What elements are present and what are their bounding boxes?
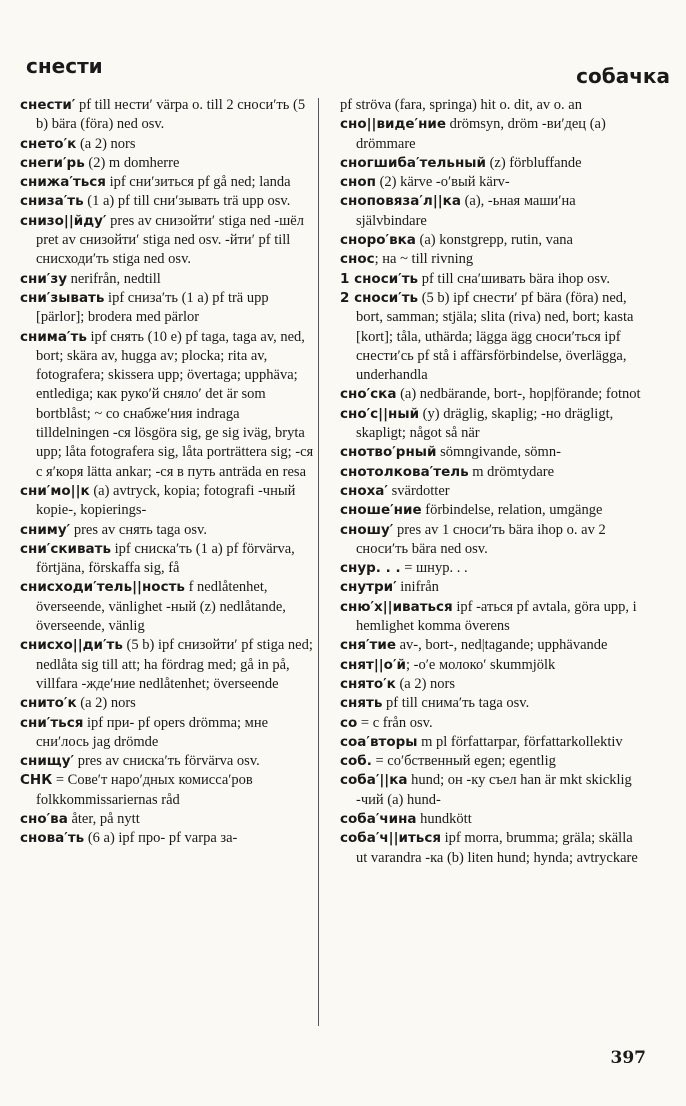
dictionary-entry xyxy=(340,250,644,269)
entry-definition: åter, på nytt xyxy=(67,810,140,827)
dictionary-entry xyxy=(340,501,644,520)
entry-definition: (a 2) nors xyxy=(76,695,136,712)
dictionary-entry xyxy=(340,714,644,733)
entry-definition: ipf morra, brumma; gräla; skälla ut varandra -ка (b) liten hund; hynda; avtryckare xyxy=(356,830,638,866)
entry-headword: 1 сноси′ть xyxy=(340,270,419,287)
dictionary-entry xyxy=(340,675,644,694)
entry-definition: pf ströva (fara, springa) hit o. dit, av o. an xyxy=(340,97,582,113)
entry-headword: снищу′ xyxy=(20,753,75,770)
entry-headword: сноповяза′л||ка xyxy=(340,193,461,210)
dictionary-entry xyxy=(20,636,316,694)
entry-headword: снести′ xyxy=(20,97,76,113)
entry-headword: снято′к xyxy=(340,675,396,692)
entry-definition: = Сове′т наро′дных комисса′ров folkkommissariernas råd xyxy=(36,772,253,808)
entry-definition: (a) nedbärande, bort-, hop|förande; fotnot xyxy=(396,386,641,403)
entry-definition: hund; он -ку съел han är mkt skicklig -чий (a) hund- xyxy=(356,772,632,808)
dictionary-entry xyxy=(20,173,316,192)
page-number: 397 xyxy=(610,1048,646,1068)
entry-definition: pres av снять taga osv. xyxy=(70,521,207,538)
dictionary-entry xyxy=(340,733,644,752)
column-divider xyxy=(318,98,319,1026)
dictionary-entry xyxy=(340,443,644,462)
entry-headword: сно′ска xyxy=(340,386,397,403)
entry-definition: m drömtydare xyxy=(468,463,555,480)
entry-definition: (6 a) ipf про- pf varpa за- xyxy=(84,830,238,847)
entry-headword: сноха′ xyxy=(340,482,388,499)
dictionary-entry xyxy=(340,231,644,250)
dictionary-entry xyxy=(340,173,644,192)
right-column xyxy=(340,96,644,868)
entry-headword: сню′х||иваться xyxy=(340,598,453,615)
entry-definition: drömsyn, dröm -ви′дец (a) drömmare xyxy=(356,116,606,152)
entry-headword: соб. xyxy=(340,753,372,770)
dictionary-entry xyxy=(340,578,644,597)
entry-definition: svärdotter xyxy=(387,482,450,499)
entry-definition: pf till снима′ть taga osv. xyxy=(382,695,530,712)
entry-definition: av-, bort-, ned|tagande; upphävande xyxy=(396,637,608,654)
entry-headword: сни′зу xyxy=(20,270,67,287)
entry-headword: снят||о′й xyxy=(340,656,406,673)
entry-definition: m pl författarpar, författarkollektiv xyxy=(417,733,623,750)
running-head-left: снести xyxy=(26,54,103,78)
entry-definition: pres av 1 сноси′ть bära ihop o. av 2 сноси′ть bära ned osv. xyxy=(356,521,606,557)
entry-headword: сноп xyxy=(340,174,376,191)
entry-definition: f nedlåtenhet, överseende, vänlighet -ный (z) nedlåtande, överseende, vänlig xyxy=(36,579,286,635)
dictionary-entry xyxy=(20,771,316,810)
entry-definition: ipf -аться pf avtala, göra upp, i hemlighet komma överens xyxy=(356,598,637,635)
entry-definition: ipf сниза′ть (1 a) pf trä upp [pärlor]; brodera med pärlor xyxy=(36,289,269,326)
dictionary-entry xyxy=(340,694,644,713)
entry-headword: сноро′вка xyxy=(340,232,416,249)
entry-headword: соа′вторы xyxy=(340,733,418,750)
dictionary-entry xyxy=(20,578,316,636)
entry-headword: сниза′ть xyxy=(20,193,84,210)
entry-headword: снито′к xyxy=(20,695,77,712)
dictionary-entry xyxy=(20,829,316,848)
entry-headword: соба′ч||иться xyxy=(340,830,441,847)
entry-definition: nerifrån, nedtill xyxy=(67,270,161,287)
dictionary-entry xyxy=(340,559,644,578)
entry-headword: снур. . . xyxy=(340,560,401,577)
dictionary-entry xyxy=(20,212,316,270)
dictionary-entry xyxy=(20,289,316,328)
entry-definition: (5 b) ipf снести′ pf bära (föra) ned, bort, samman; stjäla; slita (riva) ned, bort; kasta [kort]; tåla, uthärda; lägga ägg сноси′ться ipf снести′сь pf stå i affärsförbindelse, överlägga, underhandla xyxy=(356,289,634,384)
entry-definition: förbindelse, relation, umgänge xyxy=(421,502,603,519)
dictionary-entry xyxy=(340,115,644,154)
entry-headword: снисхо||ди′ть xyxy=(20,637,123,654)
dictionary-entry xyxy=(20,135,316,154)
entry-definition: (a) konstgrepp, rutin, vana xyxy=(415,232,573,249)
dictionary-entry xyxy=(20,270,316,289)
entry-headword: снижа′ться xyxy=(20,174,106,191)
dictionary-entry xyxy=(20,521,316,540)
dictionary-entry xyxy=(20,540,316,579)
entry-definition: ; на ~ till rivning xyxy=(374,251,474,268)
entry-headword: сни′зывать xyxy=(20,289,105,306)
entry-headword: сно′ва xyxy=(20,810,68,827)
dictionary-entry xyxy=(340,752,644,771)
dictionary-entry xyxy=(340,829,644,868)
dictionary-entry xyxy=(340,192,644,231)
entry-definition: = с från osv. xyxy=(357,714,433,731)
entry-definition: pres av сниска′ть förvärva osv. xyxy=(74,753,260,770)
entry-headword: снутри′ xyxy=(340,579,397,596)
running-head-right: собачка xyxy=(576,64,670,88)
dictionary-entry xyxy=(340,289,644,385)
entry-definition: pf till нести′ värpa o. till 2 сноси′ть (5 b) bära (föra) ned osv. xyxy=(36,97,306,133)
entry-definition: (a 2) nors xyxy=(395,675,456,692)
entry-headword: сноше′ние xyxy=(340,502,422,519)
entry-definition: (z) förbluffande xyxy=(485,154,582,171)
entry-headword: снять xyxy=(340,695,383,712)
dictionary-entry xyxy=(340,810,644,829)
entry-headword: сногшиба′тельный xyxy=(340,154,486,171)
entry-headword: сня′тие xyxy=(340,637,396,654)
entry-definition: (a), -ьная маши′на självbindare xyxy=(356,193,576,229)
entry-definition: hundkött xyxy=(416,810,472,827)
entry-definition: pres av снизойти′ stiga ned -шёл pret av снизойти′ stiga ned osv. -йти′ pf till снисходи′ть stiga ned osv. xyxy=(36,212,304,268)
dictionary-entry xyxy=(20,694,316,713)
dictionary-entry xyxy=(340,385,644,404)
dictionary-entry xyxy=(20,154,316,173)
entry-definition: ipf сниска′ть (1 a) pf förvärva, förtjäna, förskaffa sig, få xyxy=(36,540,295,577)
dictionary-entry xyxy=(20,192,316,211)
dictionary-entry xyxy=(20,810,316,829)
entry-headword: сно||виде′ние xyxy=(340,116,447,133)
entry-definition: = со′бственный egen; egentlig xyxy=(371,753,556,770)
entry-headword: снисходи′тель||ность xyxy=(20,579,185,596)
dictionary-entry xyxy=(340,405,644,444)
entry-headword: СНК xyxy=(20,772,53,789)
entry-definition: = шнур. . . xyxy=(400,560,468,577)
entry-definition: sömngivande, sömn- xyxy=(436,444,561,461)
dictionary-entry xyxy=(340,636,644,655)
dictionary-entry xyxy=(340,656,644,675)
entry-headword: соба′чина xyxy=(340,810,417,827)
entry-definition: ipf сни′зиться pf gå ned; landa xyxy=(105,174,291,191)
entry-headword: сни′скивать xyxy=(20,540,111,557)
dictionary-entry xyxy=(20,714,316,753)
dictionary-entry xyxy=(20,96,316,135)
dictionary-entry xyxy=(20,328,316,482)
dictionary-entry xyxy=(20,482,316,521)
dictionary-entry xyxy=(340,771,644,810)
dictionary-entry xyxy=(340,96,644,115)
entry-headword: снето′к xyxy=(20,135,77,152)
dictionary-entry xyxy=(340,463,644,482)
entry-headword: со xyxy=(340,714,358,731)
entry-definition: pf till сна′шивать bära ihop osv. xyxy=(418,270,610,287)
entry-definition: inifrån xyxy=(396,579,439,596)
entry-definition: (1 a) pf till сни′зывать trä upp osv. xyxy=(83,193,291,210)
entry-definition: (a 2) nors xyxy=(76,135,136,152)
entry-definition: (2) kärve -о′вый kärv- xyxy=(375,174,510,191)
entry-headword: снизо||йду′ xyxy=(20,212,107,229)
entry-definition: ; -о′е молоко′ skummjölk xyxy=(405,656,556,673)
entry-headword: сно′с||ный xyxy=(340,405,420,422)
entry-definition: ipf снять (10 e) pf taga, taga av, ned, bort; skära av, hugga av; plocka; rita av, fotografera; skissera upp; övertaga; upphäva; entlediga; как руко′й сняло′ det är som bortblåst; ~ со снабже′ния indraga tilldelningen -ся lösgöra sig, ge sig iväg, bryta upp; låta fotografera sig, låta porträttera sig; -ся с я′коря lätta ankar; -ся в путь anträda en resa xyxy=(36,328,314,480)
entry-headword: соба′||ка xyxy=(340,772,408,789)
entry-definition: (2) m domherre xyxy=(84,154,180,171)
dictionary-entry xyxy=(340,482,644,501)
entry-definition: (a) avtryck, kopia; fotografi -чный kopie-, kopierings- xyxy=(36,482,296,519)
entry-headword: снотолкова′тель xyxy=(340,463,469,480)
entry-headword: снеги′рь xyxy=(20,154,85,171)
entry-headword: снима′ть xyxy=(20,328,87,345)
entry-headword: сни′мо||к xyxy=(20,482,90,499)
entry-headword: сниму′ xyxy=(20,521,71,538)
dictionary-entry xyxy=(340,154,644,173)
entry-headword: снос xyxy=(340,251,375,268)
left-column xyxy=(20,96,316,849)
entry-headword: сни′ться xyxy=(20,714,84,731)
entry-headword: сношу′ xyxy=(340,521,394,538)
dictionary-entry xyxy=(20,752,316,771)
entry-headword: 2 сноси′ть xyxy=(340,289,419,306)
entry-headword: снова′ть xyxy=(20,830,85,847)
dictionary-entry xyxy=(340,521,644,560)
entry-definition: (y) dräglig, skaplig; -но drägligt, skapligt; något så när xyxy=(356,405,614,442)
entry-definition: ipf при- pf opers drömma; мне сни′лось jag drömde xyxy=(36,714,269,750)
entry-headword: снотво′рный xyxy=(340,444,437,461)
dictionary-entry xyxy=(340,270,644,289)
dictionary-entry xyxy=(340,598,644,637)
entry-definition: (5 b) ipf снизойти′ pf stiga ned; nedlåta sig till att; ha fördrag med; gå in på, villfara -жде′ние nedlåtenhet; överseende xyxy=(36,637,313,692)
